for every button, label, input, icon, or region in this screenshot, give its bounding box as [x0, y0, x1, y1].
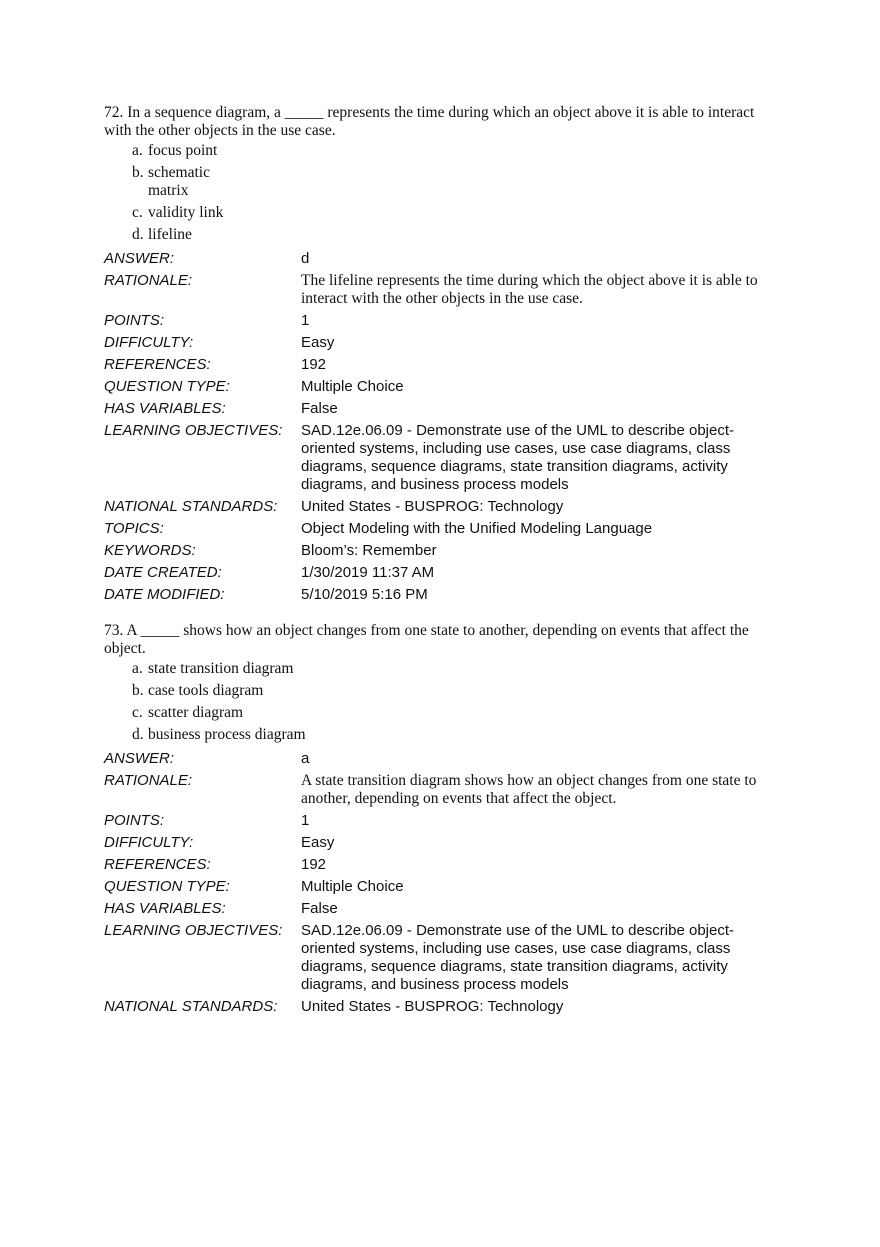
references-label: REFERENCES: — [104, 356, 211, 373]
answer-value: a — [301, 750, 310, 767]
option-b — [132, 682, 776, 700]
answer-options — [104, 660, 776, 744]
difficulty-value: Easy — [301, 834, 335, 851]
answer-options — [104, 142, 776, 244]
option-a — [132, 142, 776, 160]
difficulty-value: Easy — [301, 334, 335, 351]
question-metadata — [104, 748, 776, 1016]
has-variables-row — [104, 398, 776, 418]
difficulty-row — [104, 332, 776, 352]
option-text: lifeline — [148, 226, 192, 243]
points-label: POINTS: — [104, 312, 165, 329]
has-variables-value: False — [301, 400, 338, 417]
option-text: business process diagram — [148, 726, 306, 743]
has-variables-label: HAS VARIABLES: — [104, 400, 226, 417]
question-72 — [104, 104, 776, 604]
rationale-label: RATIONALE: — [104, 272, 193, 289]
national-standards-row — [104, 496, 776, 516]
date-created-label: DATE CREATED: — [104, 564, 222, 581]
option-letter: d. — [132, 226, 144, 243]
keywords-row — [104, 540, 776, 560]
date-created-value: 1/30/2019 11:37 AM — [301, 564, 435, 581]
references-value: 192 — [301, 356, 327, 373]
points-value: 1 — [301, 812, 310, 829]
points-row — [104, 810, 776, 830]
answer-label: ANSWER: — [104, 750, 175, 767]
date-modified-value: 5/10/2019 5:16 PM — [301, 586, 428, 603]
rationale-row — [104, 270, 776, 308]
option-letter: c. — [132, 204, 143, 221]
has-variables-label: HAS VARIABLES: — [104, 900, 226, 917]
option-c — [132, 704, 776, 722]
references-row — [104, 354, 776, 374]
option-letter: a. — [132, 142, 143, 159]
references-label: REFERENCES: — [104, 856, 211, 873]
question-stem: 73. A _____ shows how an object changes from one state to another, depending on events that affect the object. — [104, 622, 749, 657]
answer-value: d — [301, 250, 310, 267]
learning-objectives-label: LEARNING OBJECTIVES: — [104, 422, 283, 439]
answer-label: ANSWER: — [104, 250, 175, 267]
answer-row — [104, 748, 776, 768]
answer-row — [104, 248, 776, 268]
option-text: validity link — [148, 204, 224, 221]
date-created-row — [104, 562, 776, 582]
references-row — [104, 854, 776, 874]
document-page — [104, 104, 776, 1016]
option-letter: d. — [132, 726, 144, 743]
question-stem: 72. In a sequence diagram, a _____ represents the time during which an object above it is able to interact with the other objects in the use case. — [104, 104, 755, 139]
has-variables-row — [104, 898, 776, 918]
national-standards-label: NATIONAL STANDARDS: — [104, 498, 278, 515]
rationale-label: RATIONALE: — [104, 772, 193, 789]
option-a — [132, 660, 776, 678]
national-standards-value: United States - BUSPROG: Technology — [301, 498, 564, 515]
points-label: POINTS: — [104, 812, 165, 829]
option-text: schematic matrix — [148, 164, 210, 199]
question-type-label: QUESTION TYPE: — [104, 378, 230, 395]
difficulty-row — [104, 832, 776, 852]
points-value: 1 — [301, 312, 310, 329]
option-text: focus point — [148, 142, 218, 159]
option-d — [132, 726, 776, 744]
keywords-label: KEYWORDS: — [104, 542, 196, 559]
rationale-value: A state transition diagram shows how an object changes from one state to another, depending on events that affect the object. — [301, 772, 757, 807]
rationale-row — [104, 770, 776, 808]
points-row — [104, 310, 776, 330]
option-letter: b. — [132, 682, 144, 699]
option-letter: c. — [132, 704, 143, 721]
option-text: state transition diagram — [148, 660, 294, 677]
national-standards-value: United States - BUSPROG: Technology — [301, 998, 564, 1015]
topics-label: TOPICS: — [104, 520, 164, 537]
question-type-value: Multiple Choice — [301, 378, 404, 395]
national-standards-row — [104, 996, 776, 1016]
question-type-label: QUESTION TYPE: — [104, 878, 230, 895]
keywords-value: Bloom’s: Remember — [301, 542, 437, 559]
has-variables-value: False — [301, 900, 338, 917]
option-b — [132, 164, 776, 200]
question-metadata — [104, 248, 776, 604]
option-text: scatter diagram — [148, 704, 244, 721]
option-c — [132, 204, 776, 222]
learning-objectives-row — [104, 920, 776, 994]
learning-objectives-row — [104, 420, 776, 494]
option-text: case tools diagram — [148, 682, 264, 699]
references-value: 192 — [301, 856, 327, 873]
national-standards-label: NATIONAL STANDARDS: — [104, 998, 278, 1015]
topics-row — [104, 518, 776, 538]
date-modified-label: DATE MODIFIED: — [104, 586, 225, 603]
topics-value: Object Modeling with the Unified Modeling Language — [301, 520, 653, 537]
option-d — [132, 226, 776, 244]
date-modified-row — [104, 584, 776, 604]
difficulty-label: DIFFICULTY: — [104, 334, 194, 351]
question-73 — [104, 622, 776, 1016]
question-type-row — [104, 876, 776, 896]
question-type-value: Multiple Choice — [301, 878, 404, 895]
difficulty-label: DIFFICULTY: — [104, 834, 194, 851]
rationale-value: The lifeline represents the time during which the object above it is able to interact with the other objects in the use case. — [301, 272, 758, 307]
question-type-row — [104, 376, 776, 396]
learning-objectives-label: LEARNING OBJECTIVES: — [104, 922, 283, 939]
option-letter: a. — [132, 660, 143, 677]
learning-objectives-value: SAD.12e.06.09 - Demonstrate use of the UML to describe object-oriented systems, including use cases, use case diagrams, class diagrams, sequence diagrams, state transition diagrams, activity diagrams, and business process models — [301, 922, 735, 993]
learning-objectives-value: SAD.12e.06.09 - Demonstrate use of the UML to describe object-oriented systems, including use cases, use case diagrams, class diagrams, sequence diagrams, state transition diagrams, activity diagrams, and business process models — [301, 422, 735, 493]
option-letter: b. — [132, 164, 144, 181]
